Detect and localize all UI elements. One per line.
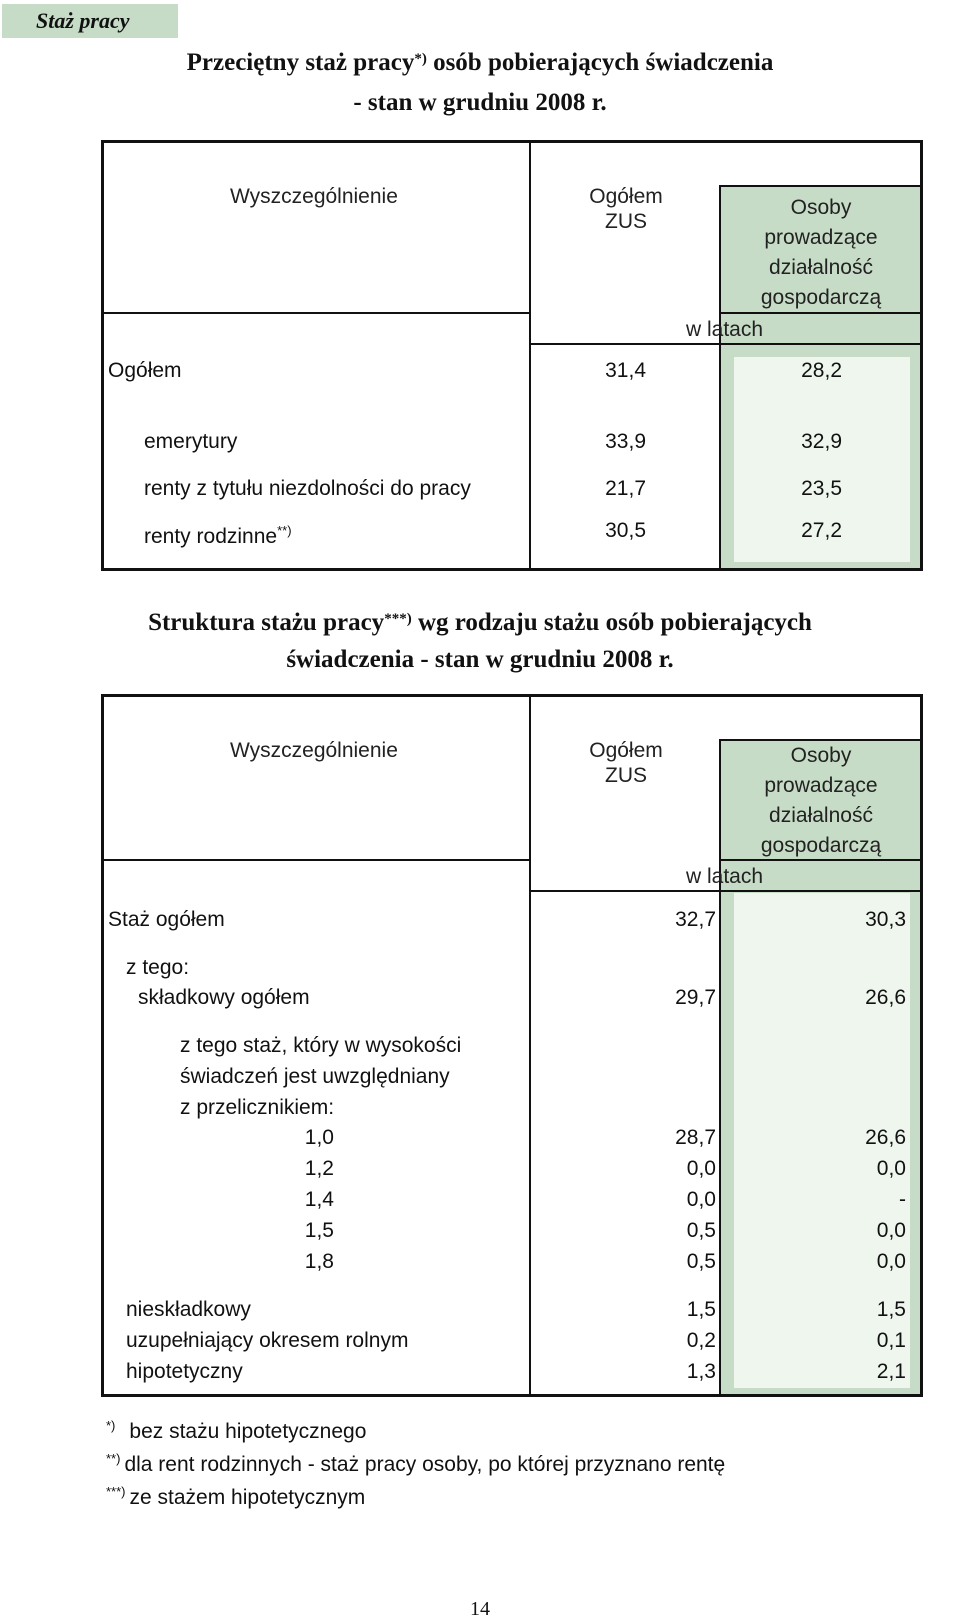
footnote: ***) ze stażem hipotetycznym — [106, 1484, 366, 1509]
table1-header-business-3: działalność — [769, 256, 873, 279]
table2-row-total: 1,3 — [686, 1360, 716, 1383]
table2-header-business-4: gospodarczą — [760, 834, 882, 857]
table1-row-total: 30,5 — [605, 519, 646, 542]
table2-header-business-3: działalność — [769, 804, 873, 827]
table2-row-label: hipotetyczny — [126, 1360, 243, 1383]
table1-row-business: 23,5 — [801, 477, 842, 500]
table2-row-total: 29,7 — [675, 986, 716, 1009]
table2-row-label: składkowy ogółem — [138, 986, 310, 1009]
table1-header-total-line2: ZUS — [605, 210, 647, 233]
table2-title-line2: świadczenia - stan w grudniu 2008 r. — [286, 646, 674, 673]
table2-row-business: 1,5 — [876, 1298, 906, 1321]
table2-row-total: 0,2 — [686, 1329, 716, 1352]
section-tag: Staż pracy — [2, 4, 178, 38]
table2-row-business: 0,0 — [876, 1157, 906, 1180]
table2-row-business: 0,0 — [876, 1250, 906, 1273]
table2-header-business-2: prowadzące — [764, 774, 878, 797]
table1-row-total: 21,7 — [605, 477, 646, 500]
footnote: *) bez stażu hipotetycznego — [106, 1418, 367, 1443]
table1-header-rule-business — [719, 312, 922, 314]
table2-row-total: 0,5 — [686, 1219, 716, 1242]
table2-row-label: z tego: — [126, 956, 190, 979]
table1-header-rule-left — [104, 312, 529, 314]
table2-row-label: z tego staż, który w wysokości — [180, 1034, 462, 1057]
table2-row-business: 26,6 — [865, 986, 906, 1009]
table1-row-label: renty z tytułu niezdolności do pracy — [144, 477, 471, 500]
table2-row-business: 2,1 — [876, 1360, 906, 1383]
table1-row-label: Ogółem — [108, 359, 182, 382]
table1 — [101, 140, 923, 571]
table1-title-line2: - stan w grudniu 2008 r. — [353, 89, 607, 116]
table2 — [101, 694, 923, 1397]
table2-row-total: 0,0 — [686, 1188, 716, 1211]
table2-row-label: 1,8 — [304, 1250, 334, 1273]
table2-row-business: 26,6 — [865, 1126, 906, 1149]
table2-row-label: Staż ogółem — [108, 908, 225, 931]
table2-row-business: 0,0 — [876, 1219, 906, 1242]
table1-header-total-line1: Ogółem — [589, 185, 663, 208]
table1-unit: w latach — [686, 318, 764, 341]
table2-row-total: 32,7 — [675, 908, 716, 931]
table2-row-label: świadczeń jest uwzględniany — [180, 1065, 450, 1088]
table1-row-business: 27,2 — [801, 519, 842, 542]
table1-row-label: renty rodzinne**) — [144, 523, 292, 548]
table2-row-total: 0,5 — [686, 1250, 716, 1273]
table2-row-label: nieskładkowy — [126, 1298, 251, 1321]
table2-row-business: 30,3 — [865, 908, 906, 931]
table2-row-total: 28,7 — [675, 1126, 716, 1149]
table1-title: Przeciętny staż pracy*) osób pobierających świadczenia — [186, 49, 774, 76]
table2-row-label: uzupełniający okresem rolnym — [126, 1329, 409, 1352]
table1-business-header-top — [719, 185, 922, 187]
table2-row-total: 1,5 — [686, 1298, 716, 1321]
table2-business-header-top — [719, 739, 922, 741]
table1-header-label: Wyszczególnienie — [230, 185, 398, 208]
table2-row-business: 0,1 — [876, 1329, 906, 1352]
page-number: 14 — [470, 1598, 490, 1620]
table1-row-business: 32,9 — [801, 430, 842, 453]
table2-unit-rule — [529, 890, 922, 892]
table2-header-total-line1: Ogółem — [589, 739, 663, 762]
table1-row-business: 28,2 — [801, 359, 842, 382]
footnote: **) dla rent rodzinnych - staż pracy osoby, po której przyznano rentę — [106, 1451, 726, 1476]
table2-divider-label — [529, 697, 531, 1394]
table1-header-business-1: Osoby — [790, 196, 852, 219]
table2-title: Struktura stażu pracy***) wg rodzaju stażu osób pobierających — [148, 609, 812, 636]
table1-unit-rule — [529, 343, 922, 345]
table2-row-label: 1,4 — [304, 1188, 334, 1211]
table2-row-label: 1,0 — [304, 1126, 334, 1149]
table1-row-label: emerytury — [144, 430, 238, 453]
table2-header-rule-left — [104, 859, 529, 861]
table2-row-label: 1,2 — [304, 1157, 334, 1180]
table2-row-business: - — [899, 1188, 906, 1211]
table2-header-rule-business — [719, 859, 922, 861]
table1-row-total: 31,4 — [605, 359, 646, 382]
table1-header-business-2: prowadzące — [764, 226, 878, 249]
table1-header-business-4: gospodarczą — [760, 286, 882, 309]
table2-header-total-line2: ZUS — [605, 764, 647, 787]
table2-header-label: Wyszczególnienie — [230, 739, 398, 762]
table2-unit: w latach — [686, 865, 764, 888]
table2-row-label: 1,5 — [304, 1219, 334, 1242]
table1-row-total: 33,9 — [605, 430, 646, 453]
table2-row-label: z przelicznikiem: — [180, 1096, 335, 1119]
table2-header-business-1: Osoby — [790, 744, 852, 767]
table2-row-total: 0,0 — [686, 1157, 716, 1180]
